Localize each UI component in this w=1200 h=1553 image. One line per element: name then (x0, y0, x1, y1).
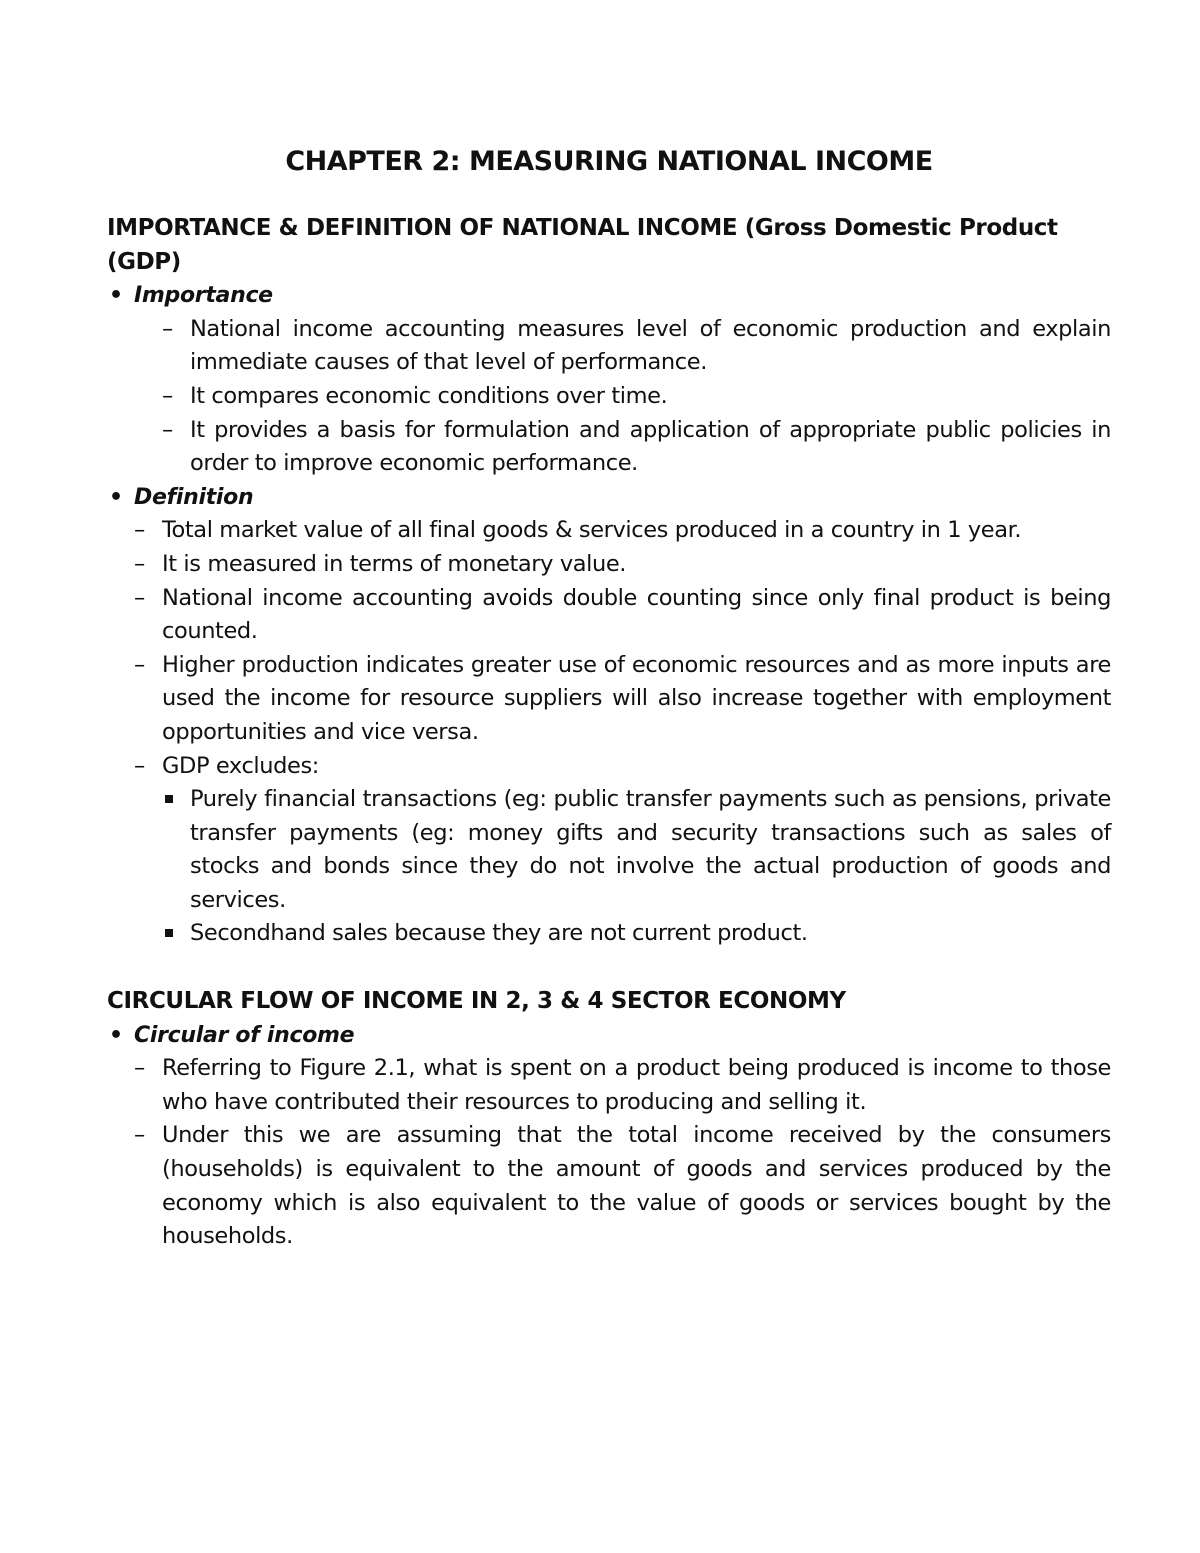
dash-icon: – (134, 1055, 145, 1082)
dash-icon: – (134, 752, 145, 779)
list-item (107, 414, 1111, 481)
list-item-text: Higher production indicates greater use of economic resources and as more inputs are used the income for resource suppliers will also increase together with employment opportunities and vice versa. (162, 651, 1111, 745)
square-bullet-icon (165, 795, 173, 803)
list-item-text: It compares economic conditions over time. (190, 382, 668, 409)
list-item-text: National income accounting measures level of economic production and explain immediate causes of that level of performance. (190, 315, 1111, 376)
bullet-icon: • (109, 1022, 123, 1048)
chapter-title: CHAPTER 2: MEASURING NATIONAL INCOME (285, 146, 933, 177)
bullet-label-circular: Circular of income (134, 1022, 355, 1048)
list-item (107, 783, 1111, 917)
document-page (107, 140, 1111, 1254)
list-item (107, 582, 1111, 649)
list-item (107, 1052, 1111, 1119)
dash-icon: – (162, 315, 173, 342)
bullet-circular-income (107, 1019, 1111, 1053)
section-circular-flow (107, 985, 1111, 1254)
dash-icon: – (134, 517, 145, 544)
dash-icon: – (134, 550, 145, 577)
circular-list (107, 1052, 1111, 1254)
dash-icon: – (134, 1122, 145, 1149)
bullet-label-importance: Importance (134, 283, 273, 309)
dash-icon: – (134, 584, 145, 611)
section-heading-circular-flow: CIRCULAR FLOW OF INCOME IN 2, 3 & 4 SECTOR ECONOMY (107, 988, 846, 1015)
gdp-excludes-list (107, 783, 1111, 951)
list-item (107, 313, 1111, 380)
dash-icon: – (162, 416, 173, 443)
bullet-definition (107, 481, 1111, 515)
list-item (107, 649, 1111, 750)
bullet-icon: • (109, 484, 123, 510)
list-item (107, 514, 1111, 548)
list-item (107, 1119, 1111, 1253)
bullet-icon: • (109, 283, 123, 309)
list-item-text: Total market value of all final goods & services produced in a country in 1 year. (162, 517, 1022, 544)
section-heading-national-income: IMPORTANCE & DEFINITION OF NATIONAL INCOME (Gross Domestic Product (GDP) (107, 215, 1058, 275)
list-item-text: Purely financial transactions (eg: public transfer payments such as pensions, private transfer payments (eg: money gifts and security transactions such as sales of stocks and bonds since they do not involve the actual production of goods and services. (190, 786, 1111, 913)
list-item-text: Under this we are assuming that the total income received by the consumers (households) is equivalent to the amount of goods and services produced by the economy which is also equivalent to the value of goods or services bought by the households. (162, 1122, 1111, 1250)
dash-icon: – (162, 382, 173, 409)
list-item-text: Secondhand sales because they are not current product. (190, 920, 808, 947)
list-item (107, 380, 1111, 414)
list-item-text: Referring to Figure 2.1, what is spent on a product being produced is income to those who have contributed their resources to producing and selling it. (162, 1055, 1111, 1115)
bullet-importance (107, 279, 1111, 313)
list-item (107, 750, 1111, 784)
square-bullet-icon (165, 929, 173, 937)
list-item (107, 548, 1111, 582)
list-item-text: National income accounting avoids double counting since only final product is being counted. (162, 584, 1111, 645)
list-item-text: It is measured in terms of monetary value. (162, 550, 627, 577)
dash-icon: – (134, 651, 145, 678)
section-importance-definition (107, 212, 1111, 951)
definition-list (107, 514, 1111, 783)
importance-list (107, 313, 1111, 481)
list-item-text: GDP excludes: (162, 752, 319, 779)
list-item (107, 917, 1111, 951)
list-item-text: It provides a basis for formulation and application of appropriate public policies in order to improve economic performance. (190, 416, 1111, 477)
bullet-label-definition: Definition (134, 484, 254, 510)
